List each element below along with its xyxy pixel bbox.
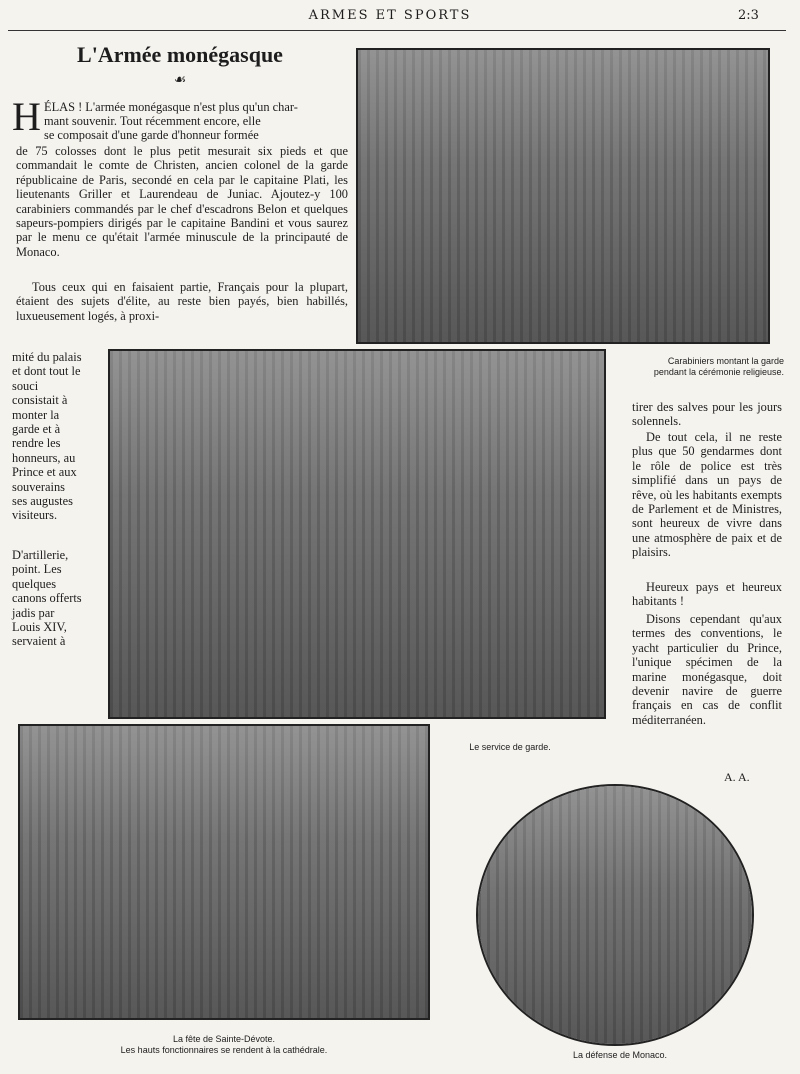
- right-column-2: De tout cela, il ne reste plus que 50 gendarmes dont le rôle de police est très simplifié dans un pays de rêve, où les habitants exempts de Parlement et de Ministres, sont heureux de vivre dans une atmosphère de paix et de plaisirs.: [632, 430, 782, 560]
- right-column-1: tirer des salves pour les jours solennels.: [632, 400, 782, 429]
- caption-fete-2: Les hauts fonctionnaires se rendent à la cathédrale.: [120, 1045, 328, 1055]
- photo-fete-sainte-devote: [20, 726, 428, 1018]
- photo-garde-frame: [108, 349, 606, 719]
- intro-line-2: mant souvenir. Tout récemment encore, elle: [44, 114, 261, 128]
- page-number: 2:3: [738, 8, 759, 23]
- drop-cap: H: [12, 94, 41, 139]
- paragraph-1: de 75 colosses dont le plus petit mesurait six pieds et que commandait le comte de Christen, ancien colonel de la garde républicaine de Paris, secondé en cela par le capitaine Plati, les lieutenants Griller et Laurendeau de Juniac. Ajoutez-y 100 carabiniers commandés par le chef d'escadrons Belon et quelques sapeurs-pompiers dirigés par le capitaine Bandini et vous saurez par le menu ce qu'était l'armée minuscule de la principauté de Monaco.: [16, 144, 348, 259]
- caption-carabiniers-2: pendant la cérémonie religieuse.: [653, 367, 784, 377]
- narrow-column-2: D'artillerie, point. Les quelques canons offerts jadis par Louis XIV, servaient à: [12, 548, 82, 649]
- narrow-column-1: mité du palais et dont tout le souci consistait à monter la garde et à rendre les honneurs, au Prince et aux souverains ses augustes visiteurs.: [12, 350, 82, 523]
- signature: A. A.: [724, 770, 750, 784]
- caption-fete-1: La fête de Sainte-Dévote.: [172, 1034, 276, 1044]
- running-header: ARMES ET SPORTS: [308, 8, 472, 23]
- photo-fete-frame: [18, 724, 430, 1020]
- photo-carabiniers-frame: [356, 48, 770, 344]
- article-title: L'Armée monégasque: [77, 42, 283, 67]
- intro-line-1: ÉLAS ! L'armée monégasque n'est plus qu'un char-: [44, 100, 298, 114]
- right-column-3: Heureux pays et heureux habitants !: [632, 580, 782, 609]
- photo-service-de-garde: [110, 351, 604, 717]
- photo-defense-monaco: [478, 786, 752, 1044]
- photo-carabiniers: [358, 50, 768, 342]
- paragraph-2: Tous ceux qui en faisaient partie, Français pour la plupart, étaient des sujets d'élite, au reste bien payés, bien habillés, luxueusement logés, à proxi-: [16, 280, 348, 323]
- intro-line-3: se composait d'une garde d'honneur formée: [44, 128, 259, 142]
- caption-defense: La défense de Monaco.: [572, 1050, 668, 1060]
- photo-defense-frame: [476, 784, 754, 1046]
- fleuron-icon: ☙: [173, 72, 187, 88]
- caption-carabiniers-1: Carabiniers montant la garde: [667, 356, 784, 366]
- right-column-4: Disons cependant qu'aux termes des conventions, le yacht particulier du Prince, l'unique spécimen de la marine monégasque, doit devenir navire de guerre français en cas de conflit méditerranéen.: [632, 612, 782, 727]
- header-rule: [8, 30, 786, 31]
- caption-garde: Le service de garde.: [469, 742, 551, 752]
